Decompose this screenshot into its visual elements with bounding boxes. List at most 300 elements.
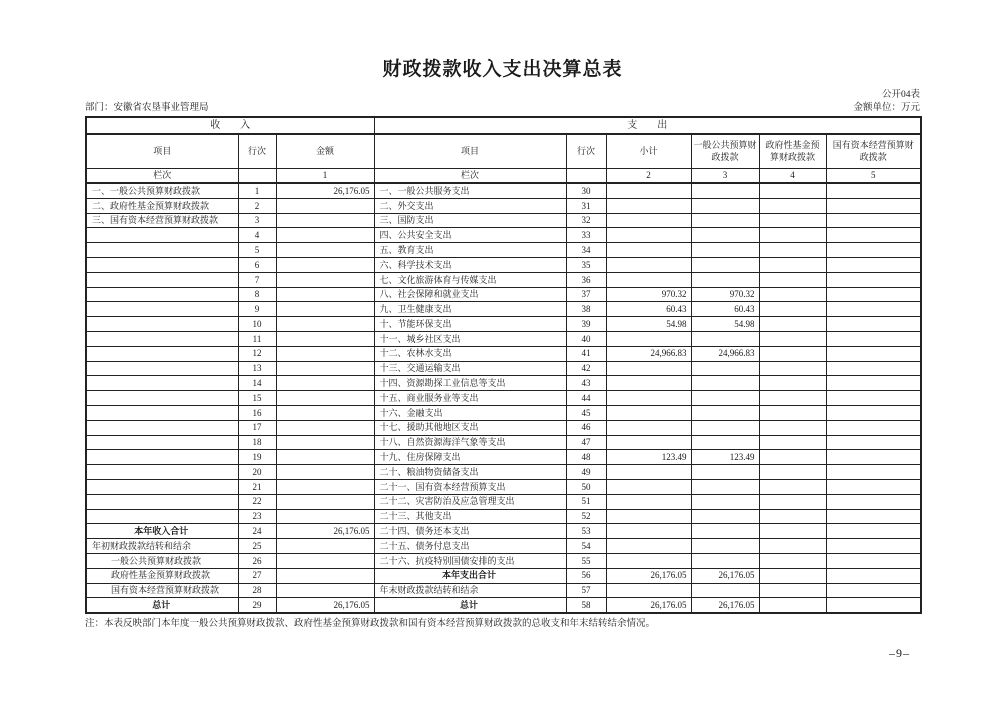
income-rownum-cell: 24 (238, 524, 276, 539)
expense-govt-fund-cell (759, 568, 826, 583)
table-row (86, 257, 921, 272)
income-rownum-cell: 7 (238, 272, 276, 287)
expense-govt-fund-cell (759, 405, 826, 420)
expense-rownum-cell: 40 (566, 331, 606, 346)
income-rownum-cell: 27 (238, 568, 276, 583)
expense-govt-fund-cell (759, 465, 826, 480)
income-item-cell (86, 376, 238, 391)
expense-general-public-cell: 123.49 (691, 450, 759, 465)
expense-subtotal-cell (606, 228, 691, 243)
expense-govt-fund-cell (759, 450, 826, 465)
income-rownum-cell: 2 (238, 198, 276, 213)
expense-rownum-cell: 54 (566, 539, 606, 554)
table-row (86, 583, 921, 598)
expense-state-capital-cell (826, 598, 921, 613)
table-row (86, 213, 921, 228)
income-amount-cell (276, 479, 374, 494)
expense-subtotal-cell (606, 331, 691, 346)
table-row (86, 331, 921, 346)
expense-state-capital-cell (826, 272, 921, 287)
expense-item-cell: 十、节能环保支出 (374, 317, 566, 332)
expense-govt-fund-cell (759, 346, 826, 361)
income-amount-cell (276, 317, 374, 332)
income-amount-cell (276, 272, 374, 287)
expense-item-cell: 十一、城乡社区支出 (374, 331, 566, 346)
expense-general-public-cell: 26,176.05 (691, 598, 759, 613)
expense-rownum-cell: 32 (566, 213, 606, 228)
income-item-cell: 一般公共预算财政拨款 (86, 553, 238, 568)
expense-rownum-cell: 37 (566, 287, 606, 302)
colnum-income-label: 栏次 (86, 169, 238, 184)
expense-item-cell: 二十、粮油物资储备支出 (374, 465, 566, 480)
table-row (86, 465, 921, 480)
expense-general-public-cell (691, 183, 759, 198)
expense-subtotal-cell (606, 361, 691, 376)
expense-govt-fund-cell (759, 272, 826, 287)
expense-state-capital-cell (826, 391, 921, 406)
income-amount-cell (276, 465, 374, 480)
expense-govt-fund-cell (759, 598, 826, 613)
income-item-cell (86, 361, 238, 376)
expense-item-cell: 二十三、其他支出 (374, 509, 566, 524)
income-rownum-cell: 13 (238, 361, 276, 376)
income-rownum-cell: 20 (238, 465, 276, 480)
income-rownum-cell: 16 (238, 405, 276, 420)
expense-item-cell: 五、教育支出 (374, 243, 566, 258)
column-number-row (86, 169, 921, 184)
header-general-public-budget: 一般公共预算财政拨款 (691, 134, 759, 169)
income-item-cell (86, 435, 238, 450)
header-income-amount: 金额 (276, 134, 374, 169)
expense-item-cell: 二十六、抗疫特别国债安排的支出 (374, 553, 566, 568)
table-row (86, 317, 921, 332)
expense-govt-fund-cell (759, 583, 826, 598)
expense-general-public-cell (691, 420, 759, 435)
expense-govt-fund-cell (759, 243, 826, 258)
table-row (86, 228, 921, 243)
income-amount-cell (276, 553, 374, 568)
expense-state-capital-cell (826, 317, 921, 332)
expense-govt-fund-cell (759, 420, 826, 435)
expense-item-cell: 一、一般公共服务支出 (374, 183, 566, 198)
table-row (86, 346, 921, 361)
expense-general-public-cell: 970.32 (691, 287, 759, 302)
expense-govt-fund-cell (759, 183, 826, 198)
expense-general-public-cell (691, 553, 759, 568)
header-income-item: 项目 (86, 134, 238, 169)
table-row (86, 524, 921, 539)
expense-subtotal-cell: 54.98 (606, 317, 691, 332)
table-row (86, 568, 921, 583)
income-item-cell (86, 287, 238, 302)
expense-govt-fund-cell (759, 213, 826, 228)
expense-rownum-cell: 56 (566, 568, 606, 583)
expense-govt-fund-cell (759, 391, 826, 406)
income-rownum-cell: 28 (238, 583, 276, 598)
table-row (86, 494, 921, 509)
table-row (86, 598, 921, 613)
header-govt-fund-budget: 政府性基金预算财政拨款 (759, 134, 826, 169)
table-row (86, 509, 921, 524)
expense-item-cell: 三、国防支出 (374, 213, 566, 228)
expense-item-cell: 十八、自然资源海洋气象等支出 (374, 435, 566, 450)
table-row (86, 553, 921, 568)
expense-subtotal-cell: 970.32 (606, 287, 691, 302)
income-item-cell: 总计 (86, 598, 238, 613)
income-amount-cell (276, 583, 374, 598)
expense-item-cell: 八、社会保障和就业支出 (374, 287, 566, 302)
expense-govt-fund-cell (759, 524, 826, 539)
expense-rownum-cell: 52 (566, 509, 606, 524)
page-title: 财政拨款收入支出决算总表 (382, 59, 623, 80)
income-amount-cell (276, 391, 374, 406)
expense-state-capital-cell (826, 435, 921, 450)
expense-state-capital-cell (826, 420, 921, 435)
expense-subtotal-cell (606, 509, 691, 524)
expense-subtotal-cell (606, 405, 691, 420)
expense-state-capital-cell (826, 257, 921, 272)
table-row (86, 361, 921, 376)
income-rownum-cell: 12 (238, 346, 276, 361)
income-rownum-cell: 17 (238, 420, 276, 435)
table-row (86, 376, 921, 391)
expense-govt-fund-cell (759, 228, 826, 243)
income-item-cell (86, 228, 238, 243)
expense-item-cell: 十二、农林水支出 (374, 346, 566, 361)
header-income-row: 行次 (238, 134, 276, 169)
expense-subtotal-cell (606, 435, 691, 450)
column-header-row (86, 134, 921, 169)
expense-state-capital-cell (826, 331, 921, 346)
income-item-cell: 政府性基金预算财政拨款 (86, 568, 238, 583)
colnum-govt-fund: 4 (759, 169, 826, 184)
table-row (86, 539, 921, 554)
income-rownum-cell: 6 (238, 257, 276, 272)
expense-general-public-cell: 54.98 (691, 317, 759, 332)
expense-general-public-cell (691, 228, 759, 243)
expense-state-capital-cell (826, 450, 921, 465)
expense-rownum-cell: 50 (566, 479, 606, 494)
income-amount-cell (276, 228, 374, 243)
colnum-subtotal: 2 (606, 169, 691, 184)
expense-rownum-cell: 48 (566, 450, 606, 465)
income-item-cell (86, 509, 238, 524)
income-rownum-cell: 18 (238, 435, 276, 450)
expense-rownum-cell: 30 (566, 183, 606, 198)
income-item-cell (86, 272, 238, 287)
income-item-cell (86, 317, 238, 332)
income-amount-cell (276, 257, 374, 272)
income-section-header: 收 入 (86, 117, 374, 134)
income-amount-cell: 26,176.05 (276, 598, 374, 613)
expense-item-cell: 十四、资源勘探工业信息等支出 (374, 376, 566, 391)
income-item-cell (86, 346, 238, 361)
expense-subtotal-cell: 26,176.05 (606, 598, 691, 613)
table-row (86, 287, 921, 302)
expense-general-public-cell (691, 361, 759, 376)
table-row (86, 479, 921, 494)
income-item-cell: 年初财政拨款结转和结余 (86, 539, 238, 554)
footnote: 注：本表反映部门本年度一般公共预算财政拨款、政府性基金预算财政拨款和国有资本经营预算财政拨款的总收支和年末结转结余情况。 (85, 619, 656, 630)
expense-subtotal-cell: 123.49 (606, 450, 691, 465)
income-rownum-cell: 22 (238, 494, 276, 509)
income-rownum-cell: 29 (238, 598, 276, 613)
income-item-cell (86, 257, 238, 272)
income-item-cell (86, 405, 238, 420)
income-item-cell: 一、一般公共预算财政拨款 (86, 183, 238, 198)
expense-state-capital-cell (826, 479, 921, 494)
income-amount-cell (276, 331, 374, 346)
expense-govt-fund-cell (759, 553, 826, 568)
income-rownum-cell: 25 (238, 539, 276, 554)
expense-subtotal-cell (606, 183, 691, 198)
expense-govt-fund-cell (759, 361, 826, 376)
expense-govt-fund-cell (759, 257, 826, 272)
header-subtotal: 小计 (606, 134, 691, 169)
expense-item-cell: 年末财政拨款结转和结余 (374, 583, 566, 598)
income-rownum-cell: 5 (238, 243, 276, 258)
expense-state-capital-cell (826, 568, 921, 583)
table-row (86, 198, 921, 213)
expense-general-public-cell: 26,176.05 (691, 568, 759, 583)
expense-item-cell: 二十四、债务还本支出 (374, 524, 566, 539)
expense-general-public-cell: 24,966.83 (691, 346, 759, 361)
expense-subtotal-cell: 24,966.83 (606, 346, 691, 361)
expense-rownum-cell: 58 (566, 598, 606, 613)
expense-general-public-cell (691, 539, 759, 554)
expense-general-public-cell (691, 272, 759, 287)
income-item-cell (86, 391, 238, 406)
income-amount-cell (276, 198, 374, 213)
expense-subtotal-cell (606, 465, 691, 480)
expense-govt-fund-cell (759, 317, 826, 332)
income-item-cell: 二、政府性基金预算财政拨款 (86, 198, 238, 213)
expense-item-cell: 九、卫生健康支出 (374, 302, 566, 317)
expense-section-header: 支 出 (374, 117, 921, 134)
expense-general-public-cell (691, 494, 759, 509)
expense-rownum-cell: 39 (566, 317, 606, 332)
expense-rownum-cell: 31 (566, 198, 606, 213)
income-amount-cell (276, 450, 374, 465)
expense-rownum-cell: 38 (566, 302, 606, 317)
income-rownum-cell: 3 (238, 213, 276, 228)
income-rownum-cell: 9 (238, 302, 276, 317)
expense-rownum-cell: 42 (566, 361, 606, 376)
expense-subtotal-cell (606, 257, 691, 272)
income-item-cell (86, 450, 238, 465)
income-amount-cell (276, 302, 374, 317)
income-amount-cell (276, 420, 374, 435)
expense-general-public-cell (691, 435, 759, 450)
expense-item-cell: 十五、商业服务业等支出 (374, 391, 566, 406)
income-item-cell (86, 479, 238, 494)
income-rownum-cell: 8 (238, 287, 276, 302)
expense-subtotal-cell (606, 524, 691, 539)
fiscal-table (85, 116, 922, 614)
expense-state-capital-cell (826, 583, 921, 598)
form-code: 公开04表 (881, 90, 920, 100)
expense-general-public-cell (691, 391, 759, 406)
expense-state-capital-cell (826, 465, 921, 480)
expense-rownum-cell: 49 (566, 465, 606, 480)
page-number: –9– (889, 646, 910, 661)
table-body (86, 183, 921, 613)
colnum-expense-label: 栏次 (374, 169, 566, 184)
expense-subtotal-cell (606, 583, 691, 598)
expense-general-public-cell (691, 243, 759, 258)
expense-state-capital-cell (826, 302, 921, 317)
expense-subtotal-cell (606, 391, 691, 406)
expense-general-public-cell (691, 479, 759, 494)
income-rownum-cell: 26 (238, 553, 276, 568)
expense-govt-fund-cell (759, 287, 826, 302)
expense-rownum-cell: 51 (566, 494, 606, 509)
expense-state-capital-cell (826, 243, 921, 258)
income-item-cell: 国有资本经营预算财政拨款 (86, 583, 238, 598)
expense-rownum-cell: 45 (566, 405, 606, 420)
expense-state-capital-cell (826, 228, 921, 243)
income-amount-cell (276, 346, 374, 361)
income-item-cell (86, 465, 238, 480)
income-rownum-cell: 14 (238, 376, 276, 391)
expense-subtotal-cell (606, 420, 691, 435)
income-amount-cell: 26,176.05 (276, 524, 374, 539)
expense-rownum-cell: 41 (566, 346, 606, 361)
expense-state-capital-cell (826, 539, 921, 554)
expense-item-cell: 本年支出合计 (374, 568, 566, 583)
expense-state-capital-cell (826, 361, 921, 376)
expense-rownum-cell: 53 (566, 524, 606, 539)
expense-subtotal-cell (606, 553, 691, 568)
expense-rownum-cell: 47 (566, 435, 606, 450)
expense-rownum-cell: 57 (566, 583, 606, 598)
income-amount-cell (276, 539, 374, 554)
expense-general-public-cell (691, 465, 759, 480)
header-state-capital-budget: 国有资本经营预算财政拨款 (826, 134, 921, 169)
table-row (86, 302, 921, 317)
expense-item-cell: 二十一、国有资本经营预算支出 (374, 479, 566, 494)
expense-rownum-cell: 34 (566, 243, 606, 258)
colnum-state-capital: 5 (826, 169, 921, 184)
income-item-cell (86, 494, 238, 509)
expense-subtotal-cell (606, 213, 691, 228)
income-item-cell (86, 420, 238, 435)
expense-rownum-cell: 43 (566, 376, 606, 391)
expense-item-cell: 十六、金融支出 (374, 405, 566, 420)
expense-rownum-cell: 46 (566, 420, 606, 435)
expense-govt-fund-cell (759, 509, 826, 524)
expense-state-capital-cell (826, 509, 921, 524)
expense-item-cell: 二十二、灾害防治及应急管理支出 (374, 494, 566, 509)
expense-rownum-cell: 44 (566, 391, 606, 406)
income-amount-cell (276, 287, 374, 302)
expense-item-cell: 二十五、债务付息支出 (374, 539, 566, 554)
expense-general-public-cell (691, 257, 759, 272)
table-row (86, 405, 921, 420)
expense-govt-fund-cell (759, 302, 826, 317)
header-expense-row: 行次 (566, 134, 606, 169)
expense-state-capital-cell (826, 198, 921, 213)
unit-label: 金额单位：万元 (853, 103, 920, 113)
expense-subtotal-cell (606, 198, 691, 213)
expense-govt-fund-cell (759, 479, 826, 494)
expense-subtotal-cell (606, 539, 691, 554)
expense-state-capital-cell (826, 553, 921, 568)
expense-subtotal-cell (606, 479, 691, 494)
expense-govt-fund-cell (759, 331, 826, 346)
expense-general-public-cell (691, 198, 759, 213)
table-row (86, 435, 921, 450)
income-item-cell: 三、国有资本经营预算财政拨款 (86, 213, 238, 228)
expense-rownum-cell: 36 (566, 272, 606, 287)
income-rownum-cell: 23 (238, 509, 276, 524)
income-rownum-cell: 21 (238, 479, 276, 494)
expense-govt-fund-cell (759, 435, 826, 450)
expense-rownum-cell: 35 (566, 257, 606, 272)
expense-item-cell: 总计 (374, 598, 566, 613)
income-item-cell: 本年收入合计 (86, 524, 238, 539)
colnum-income-amount: 1 (276, 169, 374, 184)
expense-subtotal-cell (606, 494, 691, 509)
expense-govt-fund-cell (759, 539, 826, 554)
income-amount-cell (276, 494, 374, 509)
expense-general-public-cell (691, 583, 759, 598)
expense-item-cell: 二、外交支出 (374, 198, 566, 213)
income-rownum-cell: 4 (238, 228, 276, 243)
income-rownum-cell: 11 (238, 331, 276, 346)
income-item-cell (86, 243, 238, 258)
income-amount-cell (276, 435, 374, 450)
table-row (86, 391, 921, 406)
expense-item-cell: 四、公共安全支出 (374, 228, 566, 243)
section-band-row (86, 117, 921, 134)
expense-subtotal-cell (606, 272, 691, 287)
header-expense-item: 项目 (374, 134, 566, 169)
income-item-cell (86, 331, 238, 346)
income-amount-cell (276, 361, 374, 376)
expense-subtotal-cell: 26,176.05 (606, 568, 691, 583)
income-amount-cell (276, 568, 374, 583)
expense-item-cell: 十九、住房保障支出 (374, 450, 566, 465)
expense-general-public-cell (691, 405, 759, 420)
expense-state-capital-cell (826, 183, 921, 198)
income-amount-cell: 26,176.05 (276, 183, 374, 198)
table-row (86, 183, 921, 198)
income-rownum-cell: 10 (238, 317, 276, 332)
expense-subtotal-cell (606, 243, 691, 258)
colnum-expense-row (566, 169, 606, 184)
expense-general-public-cell: 60.43 (691, 302, 759, 317)
expense-subtotal-cell (606, 376, 691, 391)
department-label: 部门：安徽省农垦事业管理局 (85, 103, 209, 113)
expense-state-capital-cell (826, 405, 921, 420)
income-amount-cell (276, 213, 374, 228)
expense-general-public-cell (691, 213, 759, 228)
income-item-cell (86, 302, 238, 317)
expense-general-public-cell (691, 331, 759, 346)
expense-general-public-cell (691, 509, 759, 524)
table-row (86, 243, 921, 258)
expense-govt-fund-cell (759, 198, 826, 213)
colnum-income-row (238, 169, 276, 184)
income-amount-cell (276, 376, 374, 391)
meta-row (85, 102, 920, 114)
table-row (86, 450, 921, 465)
table-row (86, 272, 921, 287)
expense-state-capital-cell (826, 346, 921, 361)
colnum-general-public: 3 (691, 169, 759, 184)
expense-rownum-cell: 33 (566, 228, 606, 243)
